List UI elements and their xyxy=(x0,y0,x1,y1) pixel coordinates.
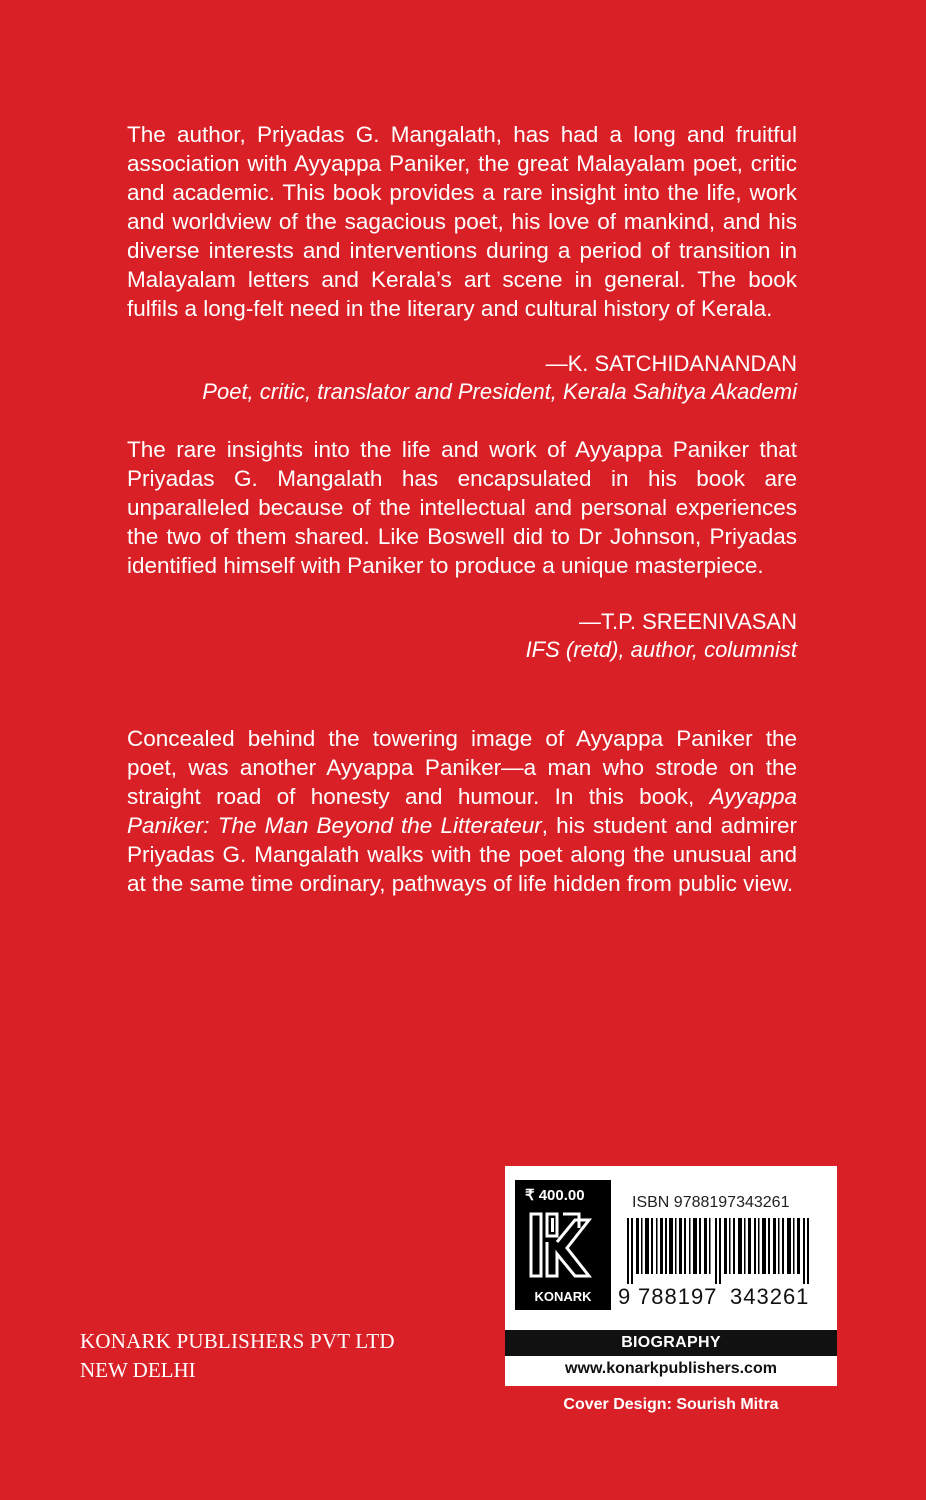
price-label: ₹ 400.00 xyxy=(525,1187,585,1204)
publisher-imprint xyxy=(80,1326,395,1384)
genre-label: BIOGRAPHY xyxy=(505,1330,837,1356)
synopsis-text-end: , his student and admirer Priyadas G. Mangalath walks with the poet along the unusual and at the same time ordinary, pathways of life hidden from public view. xyxy=(127,813,797,896)
cover-design-credit: Cover Design: Sourish Mitra xyxy=(563,1396,779,1413)
attribution-role: Poet, critic, translator and President, Kerala Sahitya Akademi xyxy=(202,379,797,404)
attribution-name: —T.P. SREENIVASAN xyxy=(578,609,797,634)
info-box xyxy=(505,1166,837,1386)
barcode-digit-first: 9 xyxy=(618,1284,632,1309)
publisher-logo xyxy=(515,1180,611,1310)
barcode-icon xyxy=(627,1218,827,1284)
blurb-sreenivasan: The rare insights into the life and work of Ayyappa Paniker that Priyadas G. Mangalath has encapsulated in his book are unparalleled because of the intellectual and personal experiences the two of them shared. Like Boswell did to Dr Johnson, Priyadas identified himself with Paniker to produce a unique masterpiece. xyxy=(127,437,797,578)
logo-text: KONARK xyxy=(534,1289,592,1304)
attribution-name: —K. SATCHIDANANDAN xyxy=(545,351,797,376)
attribution-satchidanandan xyxy=(202,350,797,406)
isbn-label: ISBN 9788197343261 xyxy=(632,1194,790,1211)
konark-logo-icon xyxy=(527,1210,599,1280)
barcode-digits-group2: 343261 xyxy=(730,1284,810,1309)
synopsis-text-start: Concealed behind the towering image of Ayyappa Paniker the poet, was another Ayyappa Paniker—a man who strode on the straight road of honesty and humour. In this book, xyxy=(127,726,797,809)
publisher-city: NEW DELHI xyxy=(80,1358,196,1382)
publisher-website: www.konarkpublishers.com xyxy=(565,1360,777,1377)
attribution-sreenivasan xyxy=(526,608,797,664)
barcode-digits-group1: 788197 xyxy=(638,1284,718,1309)
attribution-role: IFS (retd), author, columnist xyxy=(525,637,797,662)
book-title: Ayyappa Paniker: The Man Beyond the Litterateur xyxy=(127,784,797,838)
blurb-satchidanandan: The author, Priyadas G. Mangalath, has had a long and fruitful association with Ayyappa Paniker, the great Malayalam poet, critic and academic. This book provides a rare insight into the life, work and worldview of the sagacious poet, his love of mankind, and his diverse interests and interventions during a period of transition in Malayalam letters and Kerala’s art scene in general. The book fulfils a long-felt need in the literary and cultural history of Kerala. xyxy=(127,122,797,321)
publisher-name: KONARK PUBLISHERS PVT LTD xyxy=(80,1329,395,1353)
blurb-synopsis xyxy=(127,724,797,898)
